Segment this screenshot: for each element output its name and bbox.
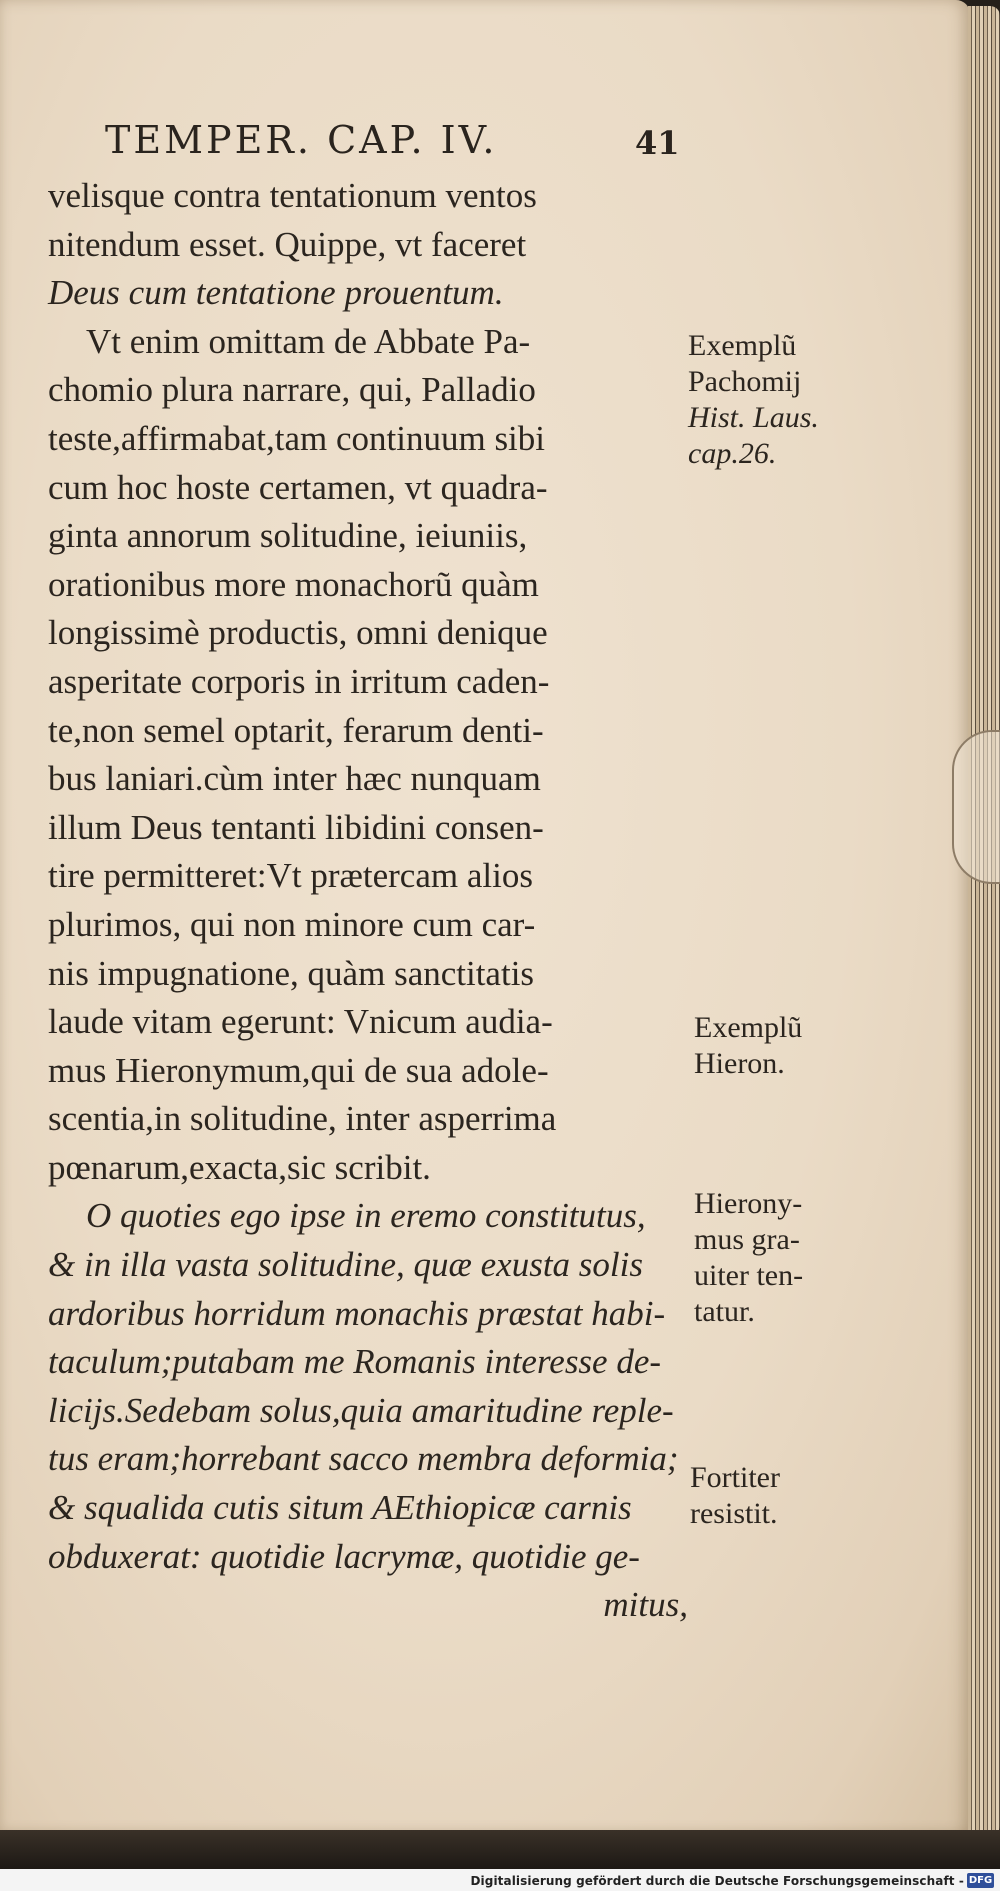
marginal-note-line: resistit. bbox=[690, 1497, 778, 1530]
main-text-block bbox=[48, 172, 688, 1630]
marginal-note-line: Hierony- bbox=[694, 1187, 803, 1220]
text-line: Vt enim omittam de Abbate Pa- bbox=[86, 321, 531, 361]
text-line: & squalida cutis situm AEthiopicæ carnis bbox=[48, 1488, 632, 1528]
marginal-note-line: uiter ten- bbox=[694, 1259, 804, 1292]
book-clasp bbox=[952, 730, 1000, 884]
text-line: illum Deus tentanti libidini consen- bbox=[48, 807, 544, 847]
text-line: taculum;putabam me Romanis interesse de- bbox=[48, 1342, 662, 1382]
text-line: nis impugnatione, quàm sanctitatis bbox=[48, 953, 535, 993]
marginal-note-line: Fortiter bbox=[690, 1461, 780, 1494]
text-line: orationibus more monachorũ quàm bbox=[48, 564, 539, 604]
text-line: licijs.Sedebam solus,quia amaritudine reple- bbox=[48, 1390, 674, 1430]
text-line: longissimè productis, omni denique bbox=[48, 613, 548, 653]
text-line: ardoribus horridum monachis præstat habi- bbox=[48, 1293, 666, 1333]
text-line: te,non semel optarit, ferarum denti- bbox=[48, 710, 544, 750]
text-line: velisque contra tentationum ventos bbox=[48, 176, 537, 215]
text-line: Deus cum tentatione prouentum. bbox=[48, 273, 504, 313]
text-line: tire permitteret:Vt prætercam alios bbox=[48, 856, 533, 896]
marginal-note-hieronymus-example bbox=[694, 1010, 802, 1082]
digitization-footer bbox=[0, 1869, 1000, 1891]
text-line: mitus, bbox=[603, 1585, 688, 1625]
marginal-note-line: mus gra- bbox=[694, 1223, 800, 1256]
marginal-note-line: Exemplũ bbox=[694, 1011, 803, 1044]
dfg-logo: DFG bbox=[968, 1875, 993, 1886]
marginal-note-line: Pachomij bbox=[688, 365, 802, 398]
text-line: & in illa vasta solitudine, quæ exusta solis bbox=[48, 1245, 643, 1285]
text-line: nitendum esset. Quippe, vt faceret bbox=[48, 224, 527, 264]
marginal-note-line: cap.26. bbox=[688, 437, 777, 470]
text-line: ginta annorum solitudine, ieiuniis, bbox=[48, 516, 528, 556]
running-title: TEMPER. CAP. IV. bbox=[105, 118, 498, 162]
marginal-note-hieronymus-tempted bbox=[694, 1186, 803, 1330]
marginal-note-line: Hist. Laus. bbox=[688, 401, 819, 434]
text-line: asperitate corporis in irritum caden- bbox=[48, 661, 550, 701]
text-line: laude vitam egerunt: Vnicum audia- bbox=[48, 1002, 553, 1042]
text-line: chomio plura narrare, qui, Palladio bbox=[48, 370, 536, 410]
marginal-note-line: Exemplũ bbox=[688, 329, 797, 362]
text-line: bus laniari.cùm inter hæc nunquam bbox=[48, 759, 541, 799]
text-line: cum hoc hoste certamen, vt quadra- bbox=[48, 467, 548, 507]
marginal-note-line: tatur. bbox=[694, 1295, 755, 1328]
text-line: obduxerat: quotidie lacrymæ, quotidie ge- bbox=[48, 1536, 640, 1576]
text-line: tus eram;horrebant sacco membra deformia; bbox=[48, 1439, 679, 1479]
text-line: pœnarum,exacta,sic scribit. bbox=[48, 1147, 431, 1187]
marginal-note-resists bbox=[690, 1460, 780, 1532]
text-line: O quoties ego ipse in eremo constitutus, bbox=[86, 1196, 646, 1236]
text-line: scentia,in solitudine, inter asperrima bbox=[48, 1099, 557, 1139]
text-line: mus Hieronymum,qui de sua adole- bbox=[48, 1050, 549, 1090]
marginal-note-pachomius bbox=[688, 328, 819, 472]
funding-credit: Digitalisierung gefördert durch die Deutsche Forschungsgemeinschaft - bbox=[470, 1874, 964, 1888]
text-line: teste,affirmabat,tam continuum sibi bbox=[48, 418, 546, 458]
marginal-note-line: Hieron. bbox=[694, 1047, 785, 1080]
book-bottom-edge bbox=[0, 1830, 1000, 1870]
page-number: 41 bbox=[635, 124, 680, 162]
book-page-edges bbox=[968, 6, 1000, 1836]
text-line: plurimos, qui non minore cum car- bbox=[48, 904, 536, 944]
